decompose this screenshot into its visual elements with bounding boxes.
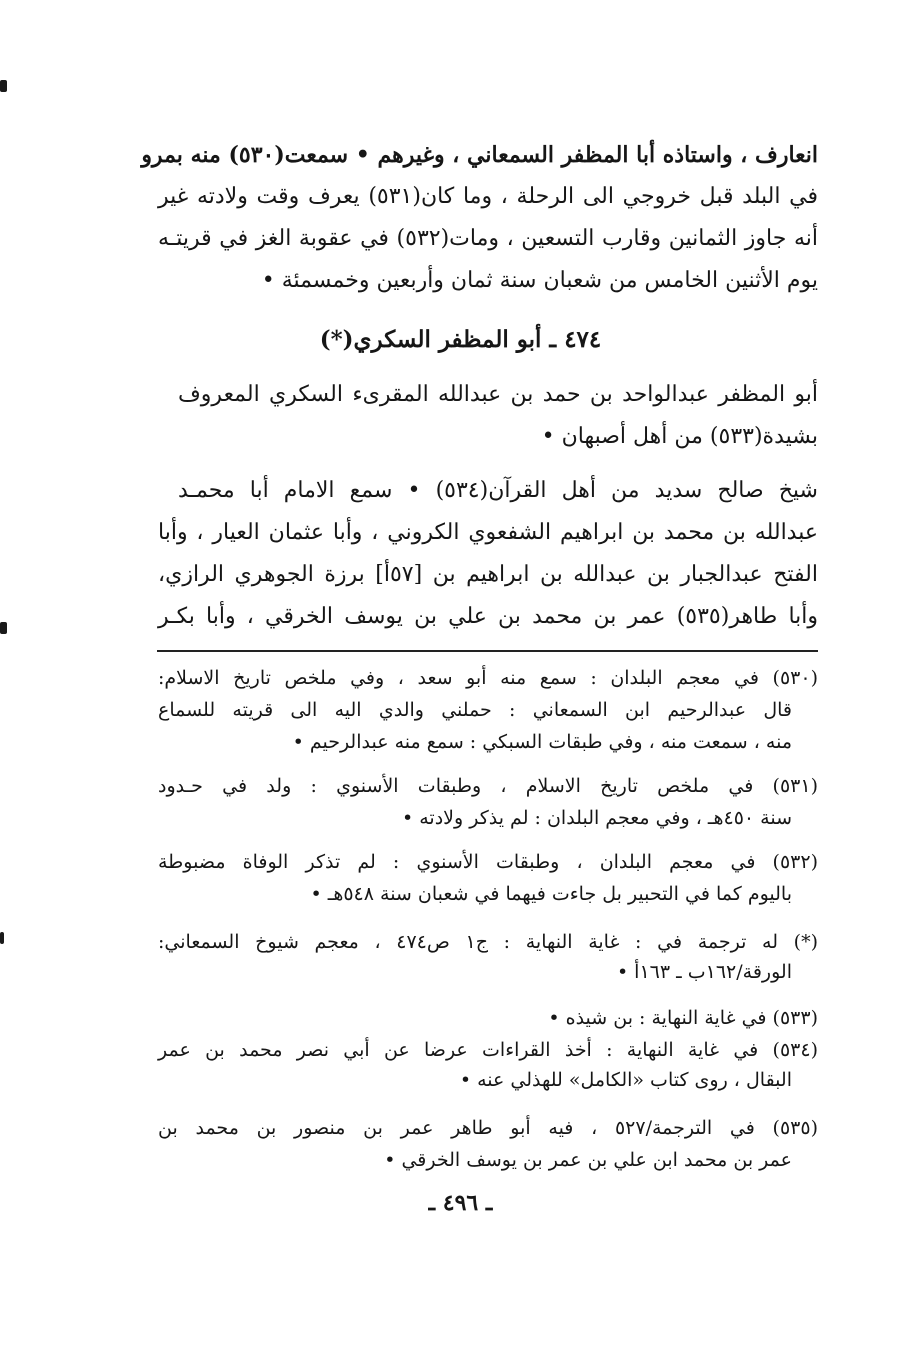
footnote-532: (٥٣٢) في معجم البلدان ، وطبقات الأسنوي : لم تذكر الوفاة مضبوطة [158, 851, 818, 873]
body-line: الفتح عبدالجبار بن عبدالله بن ابراهيم بن [٥٧أ] برزة الجوهري الرازي، [158, 562, 818, 587]
footnote-535: (٥٣٥) في الترجمة/٥٢٧ ، فيه أبو طاهر عمر بن منصور بن محمد بن [158, 1117, 818, 1139]
footnote-separator [157, 650, 818, 652]
body-line: يوم الأثنين الخامس من شعبان سنة ثمان وأربعين وخمسمئة • [261, 268, 818, 293]
body-line: أبو المظفر عبدالواحد بن حمد بن عبدالله المقرىء السكري المعروف [178, 382, 818, 407]
entry-heading: ٤٧٤ ـ أبو المظفر السكري(*) [319, 326, 602, 353]
footnote-534: البقال ، روى كتاب «الكامل» للهذلي عنه • [459, 1069, 792, 1091]
footnote-star: (*) له ترجمة في : غاية النهاية : ج١ ص٤٧٤ ، معجم شيوخ السمعاني: [158, 931, 818, 953]
footnote-534: (٥٣٤) في غاية النهاية : أخذ القراءات عرضا عن أبي نصر محمد بن عمر [158, 1039, 818, 1061]
body-line: انعارف ، واستاذه أبا المظفر السمعاني ، وغيرهم • سمعت(٥٣٠) منه بمرو [141, 142, 818, 168]
body-line: في البلد قبل خروجي الى الرحلة ، وما كان(٥٣١) يعرف وقت ولادته غير [158, 184, 818, 209]
scan-margin-mark [0, 932, 4, 944]
page-number: ـ ٤٩٦ ـ [428, 1190, 493, 1216]
footnote-531: سنة ٤٥٠هـ ، وفي معجم البلدان : لم يذكر ولادته • [401, 807, 792, 829]
footnote-533: (٥٣٣) في غاية النهاية : بن شيذه • [548, 1007, 818, 1029]
body-line: شيخ صالح سديد من أهل القرآن(٥٣٤) • سمع الامام أبا محمـد [178, 478, 818, 503]
footnote-530: (٥٣٠) في معجم البلدان : سمع منه أبو سعد ، وفي ملخص تاريخ الاسلام: [158, 667, 818, 689]
footnote-star: الورقة/١٦٢ب ـ ١٦٣أ • [616, 961, 792, 983]
footnote-535: عمر بن محمد ابن علي بن عمر بن يوسف الخرقي • [384, 1149, 792, 1171]
scan-margin-mark [0, 80, 7, 92]
body-line: أنه جاوز الثمانين وقارب التسعين ، ومات(٥٣٢) في عقوبة الغز في قريتـه [158, 226, 818, 251]
scan-margin-mark [0, 622, 7, 634]
body-line: عبدالله بن محمد بن ابراهيم الشفعوي الكروني ، وأبا عثمان العيار ، وأبا [158, 520, 818, 545]
footnote-532: باليوم كما في التحبير بل جاءت فيهما في شعبان سنة ٥٤٨هـ • [310, 883, 792, 905]
body-line: بشيدة(٥٣٣) من أهل أصبهان • [541, 424, 818, 449]
footnote-530: قال عبدالرحيم ابن السمعاني : حملني والدي اليه الى قريته للسماع [158, 699, 792, 721]
footnote-531: (٥٣١) في ملخص تاريخ الاسلام ، وطبقات الأسنوي : ولد في حـدود [158, 775, 818, 797]
footnote-530: منه ، سمعت منه ، وفي طبقات السبكي : سمع منه عبدالرحيم • [292, 731, 792, 753]
body-line: وأبا طاهر(٥٣٥) عمر بن محمد بن علي بن يوسف الخرقي ، وأبا بكـر [158, 604, 819, 629]
